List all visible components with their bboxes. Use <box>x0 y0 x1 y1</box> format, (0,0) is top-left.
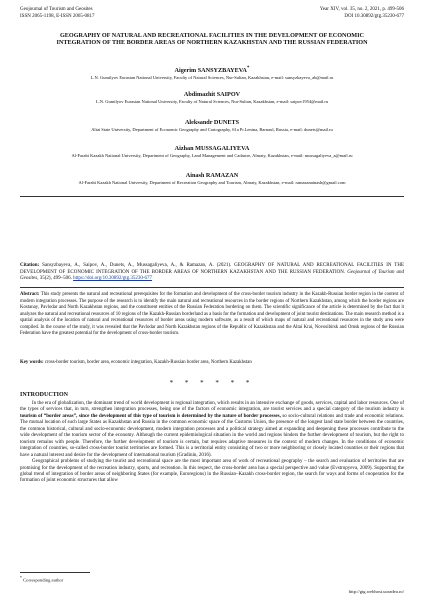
author-name: Aizhan MUSSAGALIYEVA <box>174 145 250 152</box>
introduction-body <box>20 401 404 485</box>
author-name: Abdimazhit SAIPOV <box>183 91 241 98</box>
keywords-text: cross-border tourism, border area, economic integration, Kazakh-Russian border area, Northern Kazakhstan <box>44 360 252 365</box>
keywords-label: Key words: <box>20 360 44 365</box>
paragraph: In the era of globalization, the dominant trend of world development is regional integration, which results in an intensive exchange of goods, services, capital and labor resources. One of the types of services that, in turn, strengthen integration processes, being one of the factors of economic integration, are tourist services and a special category of the tourism industry is tourism of “border areas”, since the development of this type of tourism is determined by the nature of border processes, so socio-cultural relations and trade and economic relations. The mutual location of such large States as Kazakhstan and Russia in the common economic space of the Customs Union, the presence of the longest land state border between the countries, the common historical, cultural and socio-economic development, modern integration processes and a political strategy aimed at expanding and deepening these processes contribute to the wide development of the tourism sector of the economy. Although the current epidemiological situation in the world and regions hinders the further development of tourism, but the right to tourism remains with people. Therefore, the further development of tourism is certain, but requires adaptive measures in the context of modern changes. In the conditions of economic integration of countries, so-called cross-border tourist territories are formed. This is a territorial entity consisting of two or more neighboring or closely located countries or their regions that have a natural interest and desire for the development of international tourism (Gradinin, 2016). <box>20 401 405 458</box>
journal-header-right <box>320 6 404 20</box>
keywords <box>20 360 404 367</box>
journal-name: Geojournal of Tourism and Geosites <box>20 7 93 12</box>
author-block-4 <box>20 145 404 159</box>
abstract-label: Abstract: <box>20 292 40 297</box>
citation <box>20 263 404 283</box>
citation-text: Sansyzbayeva, A., Saipov, A., Dunets, A., Mussagaliyeva, A., & Ramazan, A. (2021). GEOGRAPHY OF NATURAL AND RECREATIONAL FACILITIES IN THE DEVELOPMENT OF ECONOMIC INTEGRATION OF THE BORDER AREAS OF NORTHERN KAZAKHSTAN AND THE RUSSIAN FEDERATION. <box>20 263 405 275</box>
author-affiliation: Al-Farabi Kazakh National University, Department of Geography, Land Management and Cadastre, Almaty, Kazakhstan, e-mail: mussagaliyeva_a@mail.ru <box>71 153 353 158</box>
author-block-2 <box>20 91 404 105</box>
author-affiliation: L.N. Gumilyov Eurasian National University, Faculty of Natural Sciences, Nur-Sultan, Kazakhstan, e-mail: sansyzbayeva_ab@mail.ru <box>90 75 334 81</box>
abstract-text: This study presents the natural and recreational prerequisites for the formation and development of the cross-border tourism industry in the Kazakh-Russian border region in the context of modern integration processes. The purpose of the research is to identify the main natural and recreational resources in the border regions of Northern Kazakhstan, among which the border regions are Kostanay, Pavlodar and North Kazakhstan regions, and the constituent entities of the Russian Federation bordering on them. The scientific significance of the article is determined by the fact that it analyzes the natural and recreational resources of 10 regions of the Kazakh-Russian borderland as a basis for the formation and development of joint tourist destinations. The main research method is a spatial analysis of the location of natural and recreational resources of border areas using modern software, as a result of which maps of natural and recreational resources in the study area were compiled. In the course of the study, it was revealed that the Pavlodar and North Kazakhstan regions of the Republic of Kazakhstan and the Altai Krai, Novosibirsk and Omsk regions of the Russian Federation have the greatest potential for the development of cross-border tourism. <box>20 292 404 336</box>
author-affiliation: Altai State University, Department of Economic Geography and Cartography, 61a Pr.Lenina, Barnaul, Russia, e-mail: dunets@mail.ru <box>91 127 333 132</box>
author-name: Aleksandr DUNETS <box>184 119 240 126</box>
divider <box>20 287 404 288</box>
author-affiliation: L.N. Gumilyov Eurasian National University, Faculty of Natural Sciences, Nur-Sultan, Kazakhstan, e-mail: saipov1954@mail.ru <box>95 99 329 104</box>
citation-pages: 35(2), 499–506. <box>39 276 72 282</box>
journal-header-left <box>20 6 95 20</box>
article-title: GEOGRAPHY OF NATURAL AND RECREATIONAL FACILITIES IN THE DEVELOPMENT OF ECONOMIC INTEGRATION OF THE BORDER AREAS OF NORTHERN KAZAKHSTAN AND THE RUSSIAN FEDERATION <box>56 32 368 47</box>
footnote-divider <box>20 572 90 573</box>
author-block-3 <box>20 119 404 133</box>
author-name: Ainash RAMAZAN <box>185 172 239 179</box>
doi-link[interactable]: https://doi.org/10.30892/gtg.35230-677 <box>73 276 153 282</box>
divider <box>20 196 404 197</box>
section-heading: INTRODUCTION <box>20 392 69 398</box>
footnote: * Corresponding author <box>20 576 64 583</box>
author-name: Aigerim SANSYZBAYEVA* <box>174 65 250 75</box>
doi-line: DOI 10.30892/gtg.35230-677 <box>344 14 404 19</box>
citation-journal: Geojournal of Tourism and Geosites, <box>20 269 404 282</box>
corresponding-mark: * <box>246 65 250 71</box>
emphasis: tourism of “border areas”, since the development of this type of tourism is determined by the nature of border processes, <box>20 413 281 419</box>
paragraph: Geographical problems of studying the tourist and recreational space are the most important area of work of recreational geography – the search and evaluation of territories that are promising for the development of the recreation industry, sports, and recreation. In this respect, the cross-border area has a special perspective and value (Evstropyeva, 2009). Supporting the global trend of integration of border areas of neighboring States (for example, Euroregions) in the Russian–Kazakh cross-border region, the search for ways and forms of cooperation for the formation of joint economic structures that allow <box>20 459 404 484</box>
issn-line: ISSN 2065-1198, E-ISSN 2065-0817 <box>20 14 95 19</box>
author-affiliation: Al-Farabi Kazakh National University, Department of Recreation Geography and Tourism, Almaty, Kazakhstan, e-mail: ramazanainash@gmail.com <box>78 180 346 185</box>
journal-url[interactable]: http://gtg.webhost.uoradea.ro/ <box>348 589 404 594</box>
author-block-5 <box>20 172 404 186</box>
abstract <box>20 292 404 338</box>
author-block-1 <box>20 64 404 81</box>
citation-label: Citation: <box>20 263 40 268</box>
section-separator: * * * * * * <box>169 379 255 387</box>
volume-line: Year XIV, vol. 35, no. 2, 2021, p. 499-506 <box>319 7 404 12</box>
